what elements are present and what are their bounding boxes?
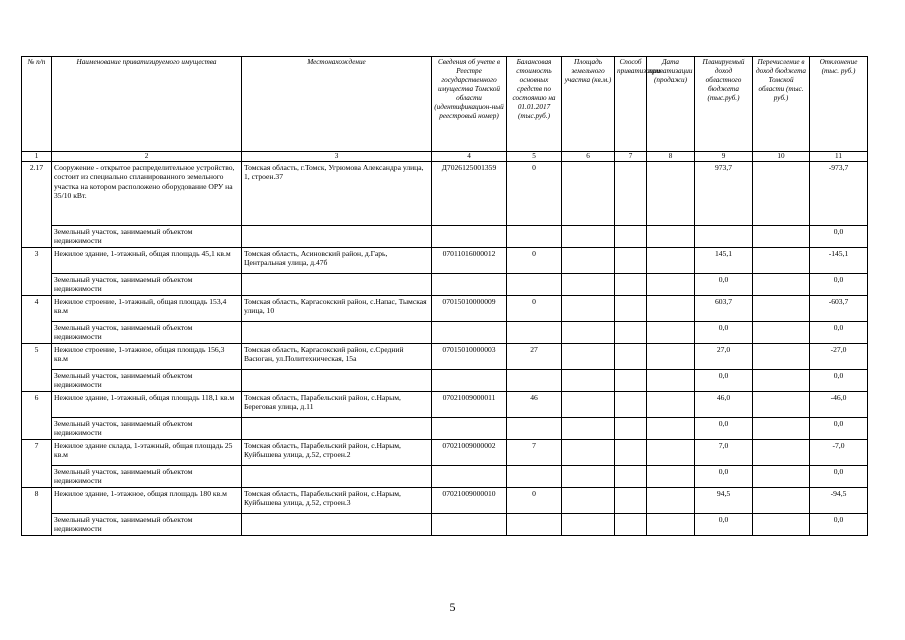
land-date (647, 514, 695, 536)
header-cell: Перечисление в доход бюджета Томской области (тыс. руб.) (753, 57, 810, 152)
land-registry (432, 226, 507, 248)
header-cell: Сведения об учете в Реестре государственного имущества Томской области (идентификацион-ный реестровый номер) (432, 57, 507, 152)
column-number: 1 (22, 152, 52, 162)
land-method (615, 370, 647, 392)
land-area (562, 322, 615, 344)
object-location: Томская область, г.Томск, Угрюмова Александра улица, 1, строен.37 (242, 162, 432, 226)
land-registry (432, 370, 507, 392)
header-cell: Площадь земельного участка (кв.м.) (562, 57, 615, 152)
column-number: 7 (615, 152, 647, 162)
header-cell: Дата приватизации (продажи) (647, 57, 695, 152)
land-planned-income: 0,0 (695, 418, 753, 440)
budget-transfer (753, 248, 810, 274)
land-method (615, 466, 647, 488)
land-method (615, 274, 647, 296)
object-name: Нежилое здание, 1-этажное, общая площадь 180 кв.м (52, 488, 242, 514)
object-name: Сооружение - открытое распределительное устройство, состоит из специально спланированного земельного участка на котором расположено оборудование ОРУ на 35/10 кВт. (52, 162, 242, 226)
object-location: Томская область, Каргасокский район, с.Средний Васюган, ул.Политехническая, 15а (242, 344, 432, 370)
land-transfer (753, 226, 810, 248)
land-transfer (753, 418, 810, 440)
land-registry (432, 514, 507, 536)
land-area (562, 370, 615, 392)
header-cell: Отклонение (тыс. руб.) (810, 57, 868, 152)
planned-income: 7,0 (695, 440, 753, 466)
land-area (562, 440, 615, 466)
privatization-method (615, 392, 647, 418)
land-area (562, 392, 615, 418)
privatization-date (647, 488, 695, 514)
row-number: 7 (22, 440, 52, 488)
land-method (615, 226, 647, 248)
header-cell: Наименование приватизируемого имущества (52, 57, 242, 152)
land-location (242, 514, 432, 536)
land-label: Земельный участок, занимаемый объектом недвижимости (52, 514, 242, 536)
deviation-value: -973,7 (810, 162, 868, 226)
land-date (647, 418, 695, 440)
planned-income: 46,0 (695, 392, 753, 418)
land-registry (432, 274, 507, 296)
balance-value: 7 (507, 440, 562, 466)
balance-value: 0 (507, 296, 562, 322)
planned-income: 27,0 (695, 344, 753, 370)
column-number: 3 (242, 152, 432, 162)
land-transfer (753, 274, 810, 296)
land-transfer (753, 466, 810, 488)
object-name: Нежилое строение, 1-этажный, общая площадь 153,4 кв.м (52, 296, 242, 322)
privatization-method (615, 248, 647, 274)
land-balance (507, 514, 562, 536)
privatization-date (647, 440, 695, 466)
land-balance (507, 466, 562, 488)
budget-transfer (753, 488, 810, 514)
planned-income: 145,1 (695, 248, 753, 274)
registry-number: 07015010000009 (432, 296, 507, 322)
table-row (22, 488, 868, 514)
land-location (242, 226, 432, 248)
land-transfer (753, 514, 810, 536)
balance-value: 46 (507, 392, 562, 418)
header-cell: Балансовая стоимость основных средств по состоянию на 01.01.2017 (тыс.руб.) (507, 57, 562, 152)
registry-number: 07021009000011 (432, 392, 507, 418)
table-row (22, 344, 868, 370)
planned-income: 603,7 (695, 296, 753, 322)
column-number: 6 (562, 152, 615, 162)
balance-value: 0 (507, 248, 562, 274)
privatization-method (615, 296, 647, 322)
balance-value: 0 (507, 488, 562, 514)
deviation-value: -46,0 (810, 392, 868, 418)
privatization-method (615, 440, 647, 466)
land-location (242, 322, 432, 344)
table-row (22, 162, 868, 226)
page-number: 5 (449, 600, 456, 614)
privatization-date (647, 344, 695, 370)
row-number: 6 (22, 392, 52, 440)
column-number: 5 (507, 152, 562, 162)
land-balance (507, 418, 562, 440)
privatization-date (647, 248, 695, 274)
land-area (562, 248, 615, 274)
land-label: Земельный участок, занимаемый объектом недвижимости (52, 226, 242, 248)
object-location: Томская область, Каргасокский район, с.Напас, Тымская улица, 10 (242, 296, 432, 322)
land-label: Земельный участок, занимаемый объектом недвижимости (52, 418, 242, 440)
row-number: 3 (22, 248, 52, 296)
land-area (562, 344, 615, 370)
land-label: Земельный участок, занимаемый объектом недвижимости (52, 466, 242, 488)
object-name: Нежилое здание склада, 1-этажный, общая площадь 25 кв.м (52, 440, 242, 466)
header-cell: № п/п (22, 57, 52, 152)
balance-value: 0 (507, 162, 562, 226)
land-registry (432, 466, 507, 488)
planned-income: 973,7 (695, 162, 753, 226)
land-transfer (753, 322, 810, 344)
land-area (562, 488, 615, 514)
budget-transfer (753, 162, 810, 226)
land-balance (507, 322, 562, 344)
header-cell: Способ приватизации (615, 57, 647, 152)
land-planned-income: 0,0 (695, 466, 753, 488)
privatization-method (615, 488, 647, 514)
land-deviation: 0,0 (810, 514, 868, 536)
planned-income: 94,5 (695, 488, 753, 514)
land-area (562, 226, 615, 248)
land-planned-income: 0,0 (695, 322, 753, 344)
land-deviation: 0,0 (810, 370, 868, 392)
land-balance (507, 274, 562, 296)
column-number: 8 (647, 152, 695, 162)
column-number: 11 (810, 152, 868, 162)
registry-number: 07011016000012 (432, 248, 507, 274)
object-location: Томская область, Парабельский район, с.Нарым, Береговая улица, д.11 (242, 392, 432, 418)
table-row (22, 440, 868, 466)
row-number: 4 (22, 296, 52, 344)
privatization-table (21, 56, 868, 536)
land-balance (507, 370, 562, 392)
object-name: Нежилое строение, 1-этажное, общая площадь 156,3 кв.м (52, 344, 242, 370)
object-name: Нежилое здание, 1-этажный, общая площадь 45,1 кв.м (52, 248, 242, 274)
land-method (615, 514, 647, 536)
land-row (22, 274, 868, 296)
land-planned-income: 0,0 (695, 514, 753, 536)
land-row (22, 370, 868, 392)
land-transfer (753, 370, 810, 392)
table-row (22, 296, 868, 322)
land-balance (507, 226, 562, 248)
table-row (22, 392, 868, 418)
land-deviation: 0,0 (810, 226, 868, 248)
land-label: Земельный участок, занимаемый объектом недвижимости (52, 370, 242, 392)
land-area (562, 514, 615, 536)
land-label: Земельный участок, занимаемый объектом недвижимости (52, 322, 242, 344)
land-location (242, 370, 432, 392)
budget-transfer (753, 392, 810, 418)
registry-number: Д70261250013​59 (432, 162, 507, 226)
land-area (562, 274, 615, 296)
land-date (647, 466, 695, 488)
column-number: 9 (695, 152, 753, 162)
header-cell: Планируемый доход областного бюджета (тыс.руб.) (695, 57, 753, 152)
land-row (22, 466, 868, 488)
object-name: Нежилое здание, 1-этажный, общая площадь 118,1 кв.м (52, 392, 242, 418)
object-location: Томская область, Парабельский район, с.Нарым, Куйбышева улица, д.52, строен.3 (242, 488, 432, 514)
deviation-value: -7,0 (810, 440, 868, 466)
land-date (647, 322, 695, 344)
land-location (242, 466, 432, 488)
column-number: 2 (52, 152, 242, 162)
land-method (615, 418, 647, 440)
land-area (562, 296, 615, 322)
land-area (562, 418, 615, 440)
land-deviation: 0,0 (810, 274, 868, 296)
budget-transfer (753, 296, 810, 322)
table-row (22, 248, 868, 274)
land-label: Земельный участок, занимаемый объектом недвижимости (52, 274, 242, 296)
land-method (615, 322, 647, 344)
balance-value: 27 (507, 344, 562, 370)
land-deviation: 0,0 (810, 418, 868, 440)
deviation-value: -145,1 (810, 248, 868, 274)
land-deviation: 0,0 (810, 466, 868, 488)
land-area (562, 162, 615, 226)
land-registry (432, 418, 507, 440)
land-planned-income (695, 226, 753, 248)
row-number: 5 (22, 344, 52, 392)
privatization-date (647, 392, 695, 418)
land-location (242, 418, 432, 440)
registry-number: 07021009000002 (432, 440, 507, 466)
deviation-value: -603,7 (810, 296, 868, 322)
land-date (647, 226, 695, 248)
registry-number: 07021009000010 (432, 488, 507, 514)
land-date (647, 370, 695, 392)
header-row (22, 57, 868, 152)
row-number: 8 (22, 488, 52, 536)
land-location (242, 274, 432, 296)
land-date (647, 274, 695, 296)
land-registry (432, 322, 507, 344)
deviation-value: -94,5 (810, 488, 868, 514)
row-number: 2.17 (22, 162, 52, 248)
privatization-date (647, 296, 695, 322)
column-number: 4 (432, 152, 507, 162)
privatization-method (615, 344, 647, 370)
object-location: Томская область, Асиновский район, д.Гарь, Центральная улица, д.47б (242, 248, 432, 274)
land-row (22, 418, 868, 440)
budget-transfer (753, 440, 810, 466)
land-area (562, 466, 615, 488)
land-row (22, 322, 868, 344)
privatization-method (615, 162, 647, 226)
land-deviation: 0,0 (810, 322, 868, 344)
privatization-date (647, 162, 695, 226)
land-row (22, 514, 868, 536)
land-planned-income: 0,0 (695, 274, 753, 296)
land-row (22, 226, 868, 248)
header-cell: Местонахождение (242, 57, 432, 152)
registry-number: 07015010000003 (432, 344, 507, 370)
object-location: Томская область, Парабельский район, с.Нарым, Куйбышева улица, д.52, строен.2 (242, 440, 432, 466)
column-number: 10 (753, 152, 810, 162)
column-number-row (22, 152, 868, 162)
budget-transfer (753, 344, 810, 370)
deviation-value: -27,0 (810, 344, 868, 370)
land-planned-income: 0,0 (695, 370, 753, 392)
